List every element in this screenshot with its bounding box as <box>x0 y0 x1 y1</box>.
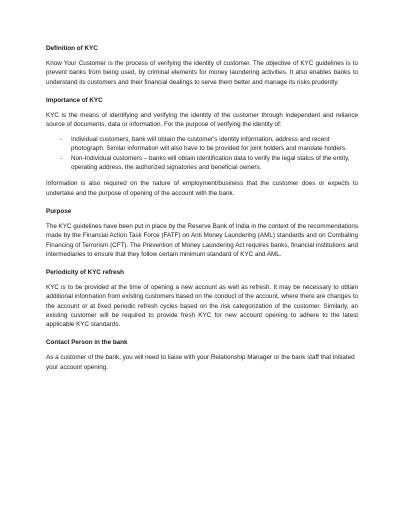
list-item <box>46 135 358 154</box>
list-item <box>46 154 358 173</box>
bullet-marker: - <box>60 135 63 143</box>
paragraph: KYC is to be provided at the time of opening a new account as well as refresh. It may be necessary to obtain additional information from existing customers based on the conduct of the account, where there are changes to the account or at fixed periodic refresh cycles based on the risk categorization of the customer. Similarly, an existing customer will be required to provide fresh KYC for new account opening to adhere to the latest applicable KYC standards. <box>46 283 358 329</box>
bullet-marker: - <box>60 154 63 162</box>
section-purpose <box>46 207 358 260</box>
paragraph: As a customer of the bank, you will need to liaise with your Relationship Manager or the bank staff that initiated your account opening. <box>46 354 355 371</box>
section-heading: Definition of KYC <box>46 45 98 52</box>
list-item-text: Individual customers, bank will obtain the customer's identity information, address and recent photograph. Similar information will also have to be provided for joint holders and mandate holders. <box>71 135 347 153</box>
section-heading: Importance of KYC <box>46 96 103 104</box>
section-definition <box>46 44 358 87</box>
section-periodicity <box>46 268 358 330</box>
paragraph: The KYC guidelines have been put in place by the Reserve Bank of India in the context of the recommendations made by the Financial Action Task Force (FATF) on Anti Money Laundering (AML) standards and on Combating Financing of Terrorism (CFT). The Prevention of Money Laundering Act requires banks, financial institutions and intermediaries to ensure that they follow certain minimum standard of KYC and AML. <box>46 222 358 258</box>
section-heading: Purpose <box>46 207 72 215</box>
list-item-text: Non-Individual customers – banks will obtain identification data to verify the legal status of the entity, operating address, the authorized signatories and beneficial owners. <box>71 154 350 172</box>
section-heading: Contact Person in the bank <box>46 339 128 347</box>
section-importance <box>46 96 358 199</box>
section-contact <box>46 338 358 372</box>
bullet-list <box>46 135 358 173</box>
paragraph: Know Your Customer is the process of verifying the identity of customer. The objective of KYC guidelines is to prevent banks from being used, by criminal elements for money laundering activities. It also enables banks to understand its customers and their financial dealings to serve them better and manage its risks prudently. <box>46 59 358 86</box>
paragraph: KYC is the means of identifying and verifying the identity of the customer through independent and reliance source of documents, data or information. For the purpose of verifying the identity of: <box>46 111 358 128</box>
document-page <box>46 44 358 380</box>
section-heading: Periodicity of KYC refresh <box>46 268 125 276</box>
paragraph: Information is also required on the nature of employment/business that the customer does or expects to undertake and the purpose of opening of the account with the bank. <box>46 180 358 197</box>
